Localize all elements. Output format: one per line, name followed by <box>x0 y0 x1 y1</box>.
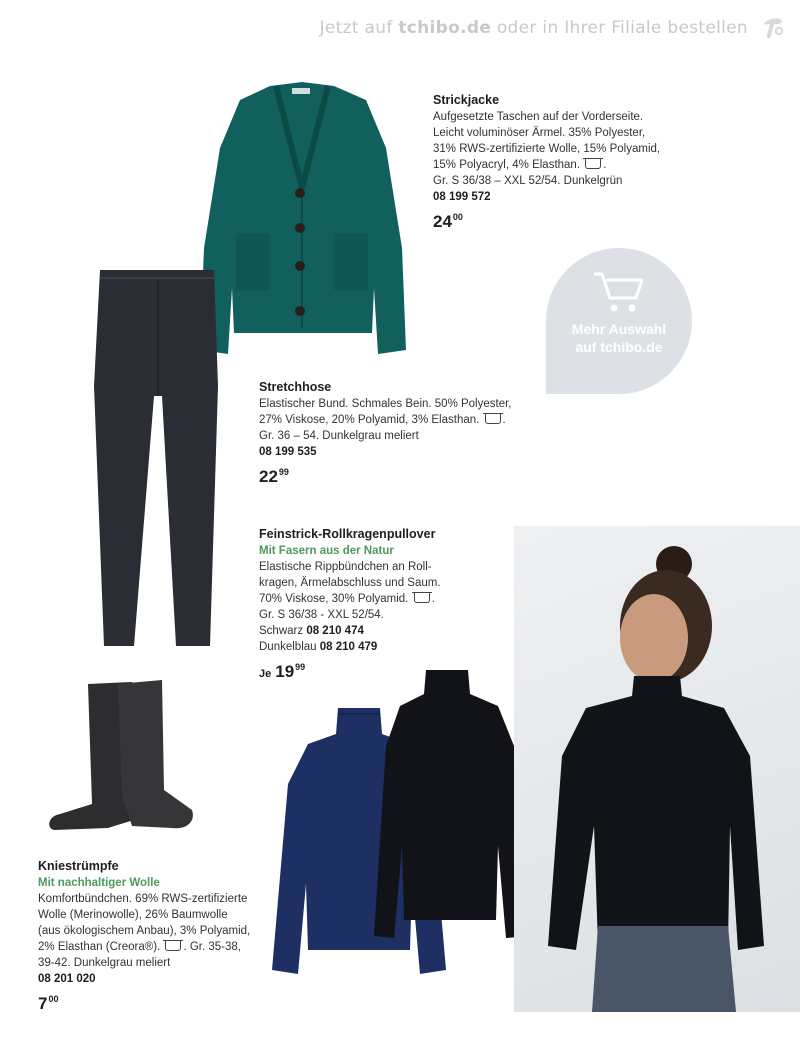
product-size: . Gr. 35-38, <box>183 941 241 953</box>
product-stretchhose: Stretchhose Elastischer Bund. Schmales Bein. 50% Polyester, 27% Viskose, 20% Polyamid, 3% Elasthan. . Gr. 36 – 54. Dunkelgrau meliert 08 199 535 $22^{99}$ <box>259 379 529 485</box>
article-number: 08 210 474 <box>306 625 364 637</box>
article-number: 08 201 020 <box>38 973 96 985</box>
price-cents: 99 <box>295 662 306 672</box>
product-subtitle: Mit nachhaltiger Wolle <box>38 877 160 889</box>
cardigan-image[interactable] <box>196 78 410 358</box>
color-label: Dunkelblau <box>259 641 317 653</box>
product-title: Feinstrick-Rollkragenpullover <box>259 527 436 541</box>
wash-symbol-icon <box>414 592 430 603</box>
product-description: Komfortbündchen. 69% RWS-zertifizierte Wolle (Merinowolle), 26% Baumwolle (aus ökologischem Anbau), 3% Polyamid, 2% Elasthan (Creora®). <box>38 893 251 953</box>
product-price <box>259 659 499 682</box>
price-main: 7 <box>38 994 48 1013</box>
price-main: 22 <box>259 467 278 486</box>
price-cents: 99 <box>278 467 289 477</box>
shopping-cart-icon <box>592 270 646 314</box>
product-rollkragenpullover: Feinstrick-Rollkragenpullover Mit Fasern aus der Natur Elastische Rippbündchen an Roll- kragen, Ärmelabschluss und Saum. 70% Viskose, 30% Polyamid. . Gr. S 36/38 - XXL 52/54. Schwarz 08 210 474 Dunkelblau 08 210 479 Je $19^{99}$ <box>259 526 499 682</box>
price-main: 19 <box>275 662 295 681</box>
product-strickjacke: Strickjacke Aufgesetzte Taschen auf der Vorderseite. Leicht voluminöser Ärmel. 35% Polyester, 31% RWS-zertifizierte Wolle, 15% Polyamid, 15% Polyacryl, 4% Elasthan. . Gr. S 36/38 – XXL 52/54. Dunkelgrün 08 199 572 $24^{00}$ <box>433 92 693 230</box>
product-description: Elastische Rippbündchen an Roll- kragen, Ärmelabschluss und Saum. 70% Viskose, 30% Polyamid. <box>259 561 441 605</box>
price-cents: 00 <box>452 212 463 222</box>
order-banner <box>0 18 748 38</box>
badge-line-1: Mehr Auswahl <box>571 321 667 337</box>
wash-symbol-icon <box>165 940 181 951</box>
product-size: Gr. 36 – 54. Dunkelgrau meliert <box>259 430 419 442</box>
article-number: 08 199 572 <box>433 191 491 203</box>
product-description: Aufgesetzte Taschen auf der Vorderseite. Leicht voluminöser Ärmel. 35% Polyester, 31% RWS-zertifizierte Wolle, 15% Polyamid, 15% Polyacryl, 4% Elasthan. <box>433 111 661 171</box>
model-photo[interactable] <box>514 526 800 1012</box>
article-number: 08 199 535 <box>259 446 317 458</box>
price-prefix: Je <box>259 668 272 680</box>
color-variant-black <box>259 623 499 639</box>
model-figure-icon <box>514 526 800 1012</box>
product-title: Strickjacke <box>433 93 500 107</box>
product-kniestruempfe <box>38 858 278 1012</box>
price-cents: 00 <box>48 994 59 1004</box>
product-price <box>38 991 278 1012</box>
knee-socks-image[interactable] <box>46 678 196 844</box>
tchibo-logo-icon <box>758 14 786 42</box>
more-selection-badge[interactable] <box>546 248 692 394</box>
wash-symbol-icon <box>585 158 601 169</box>
product-description: Elastischer Bund. Schmales Bein. 50% Polyester, 27% Viskose, 20% Polyamid, 3% Elasthan. <box>259 398 512 426</box>
product-size-color: 39-42. Dunkelgrau meliert <box>38 957 171 969</box>
product-price <box>259 464 529 485</box>
stretch-pants-image[interactable] <box>92 266 222 650</box>
badge-line-2: auf tchibo.de <box>575 339 663 355</box>
article-number: 08 210 479 <box>319 641 378 653</box>
product-price <box>433 209 693 230</box>
product-size: Gr. S 36/38 - XXL 52/54. <box>259 609 384 621</box>
product-title: Stretchhose <box>259 380 332 394</box>
badge-label <box>546 320 692 356</box>
banner-text-end: oder in Ihrer Filiale bestellen <box>491 18 748 38</box>
color-label: Schwarz <box>259 625 304 637</box>
color-variant-darkblue <box>259 639 499 655</box>
product-subtitle: Mit Fasern aus der Natur <box>259 545 394 557</box>
banner-text: Jetzt auf <box>319 18 399 38</box>
price-main: 24 <box>433 212 452 231</box>
banner-brand-link[interactable]: tchibo.de <box>398 18 492 38</box>
black-turtleneck-image[interactable] <box>372 666 532 940</box>
product-title: Kniestrümpfe <box>38 859 119 873</box>
wash-symbol-icon <box>485 413 501 424</box>
product-size: Gr. S 36/38 – XXL 52/54. Dunkelgrün <box>433 175 623 187</box>
